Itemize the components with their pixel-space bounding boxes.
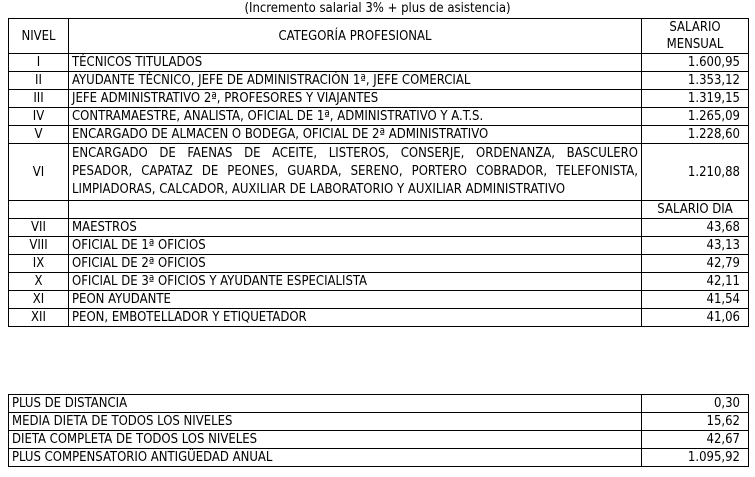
level-cell: IV (9, 108, 69, 126)
category-cell: MAESTROS (69, 219, 642, 237)
level-cell: VII (9, 219, 69, 237)
allowance-value: 42,67 (642, 431, 749, 449)
allowance-rows (9, 395, 749, 467)
category-cell: AYUDANTE TÉCNICO, JEFE DE ADMINISTRACIÓN 1ª, JEFE COMERCIAL (69, 72, 642, 90)
allowance-label: DIETA COMPLETA DE TODOS LOS NIVELES (9, 431, 642, 449)
header-daily-salary: SALARIO DIA (642, 201, 749, 219)
level-cell: V (9, 126, 69, 144)
table-caption: (Incremento salarial 3% + plus de asistencia) (244, 1, 511, 16)
table-row (9, 309, 749, 327)
category-cell: PEON AYUDANTE (69, 291, 642, 309)
salary-cell: 43,68 (642, 219, 749, 237)
allowance-value: 1.095,92 (642, 449, 749, 467)
table-row (9, 126, 749, 144)
allowance-value: 0,30 (642, 395, 749, 413)
header-salary-line2: MENSUAL (666, 37, 724, 52)
salary-cell: 42,11 (642, 273, 749, 291)
header-category: CATEGORÍA PROFESIONAL (69, 19, 642, 54)
table-row (9, 273, 749, 291)
table-row (9, 90, 749, 108)
level-cell: XI (9, 291, 69, 309)
table-row (9, 144, 749, 201)
level-cell: VI (9, 144, 69, 201)
salary-cell: 1.353,12 (642, 72, 749, 90)
salary-cell: 1.228,60 (642, 126, 749, 144)
allowance-label: PLUS COMPENSATORIO ANTIGÜEDAD ANUAL (9, 449, 642, 467)
table-header-row (9, 19, 749, 54)
salary-cell: 42,79 (642, 255, 749, 273)
category-cell: OFICIAL DE 1ª OFICIOS (69, 237, 642, 255)
salary-cell: 1.319,15 (642, 90, 749, 108)
allowance-label: MEDIA DIETA DE TODOS LOS NIVELES (9, 413, 642, 431)
daily-header-row (9, 201, 749, 219)
level-cell: III (9, 90, 69, 108)
category-cell: ENCARGADO DE ALMACEN O BODEGA, OFICIAL DE 2ª ADMINISTRATIVO (69, 126, 642, 144)
table-row (9, 72, 749, 90)
level-cell: II (9, 72, 69, 90)
level-cell: IX (9, 255, 69, 273)
category-cell: PEON, EMBOTELLADOR Y ETIQUETADOR (69, 309, 642, 327)
table-row (9, 108, 749, 126)
allowance-value: 15,62 (642, 413, 749, 431)
level-cell: XII (9, 309, 69, 327)
table-row (9, 431, 749, 449)
salary-cell: 1.600,95 (642, 54, 749, 72)
table-row (9, 54, 749, 72)
salary-cell: 1.265,09 (642, 108, 749, 126)
daily-header-blank-level (9, 201, 69, 219)
category-cell: OFICIAL DE 3ª OFICIOS Y AYUDANTE ESPECIALISTA (69, 273, 642, 291)
daily-header-blank-category (69, 201, 642, 219)
level-cell: I (9, 54, 69, 72)
header-level: NIVEL (9, 19, 69, 54)
table-row (9, 449, 749, 467)
table-row (9, 237, 749, 255)
salary-cell: 41,54 (642, 291, 749, 309)
header-monthly-salary (642, 19, 749, 54)
category-cell: TÉCNICOS TITULADOS (69, 54, 642, 72)
level-cell: VIII (9, 237, 69, 255)
table-row (9, 413, 749, 431)
table-row (9, 255, 749, 273)
header-salary-line1: SALARIO (669, 20, 721, 35)
category-cell: CONTRAMAESTRE, ANALISTA, OFICIAL DE 1ª, ADMINISTRATIVO Y A.T.S. (69, 108, 642, 126)
category-cell: JEFE ADMINISTRATIVO 2ª, PROFESORES Y VIAJANTES (69, 90, 642, 108)
category-cell: OFICIAL DE 2ª OFICIOS (69, 255, 642, 273)
allowance-label: PLUS DE DISTANCIA (9, 395, 642, 413)
category-cell: ENCARGADO DE FAENAS DE ACEITE, LISTEROS, CONSERJE, ORDENANZA, BASCULERO PESADOR, CAPATAZ DE PEONES, GUARDA, SERENO, PORTERO COBRADOR, TELEFONISTA, LIMPIADORAS, CALCADOR, AUXILIAR DE LABORATORIO Y AUXILIAR ADMINISTRATIVO (69, 144, 642, 201)
salary-cell: 43,13 (642, 237, 749, 255)
monthly-rows (9, 54, 749, 201)
table-row (9, 395, 749, 413)
salary-cell: 41,06 (642, 309, 749, 327)
salary-cell: 1.210,88 (642, 144, 749, 201)
table-row (9, 291, 749, 309)
salary-table (8, 18, 749, 327)
daily-rows (9, 219, 749, 327)
allowances-table (8, 394, 749, 467)
level-cell: X (9, 273, 69, 291)
table-row (9, 219, 749, 237)
